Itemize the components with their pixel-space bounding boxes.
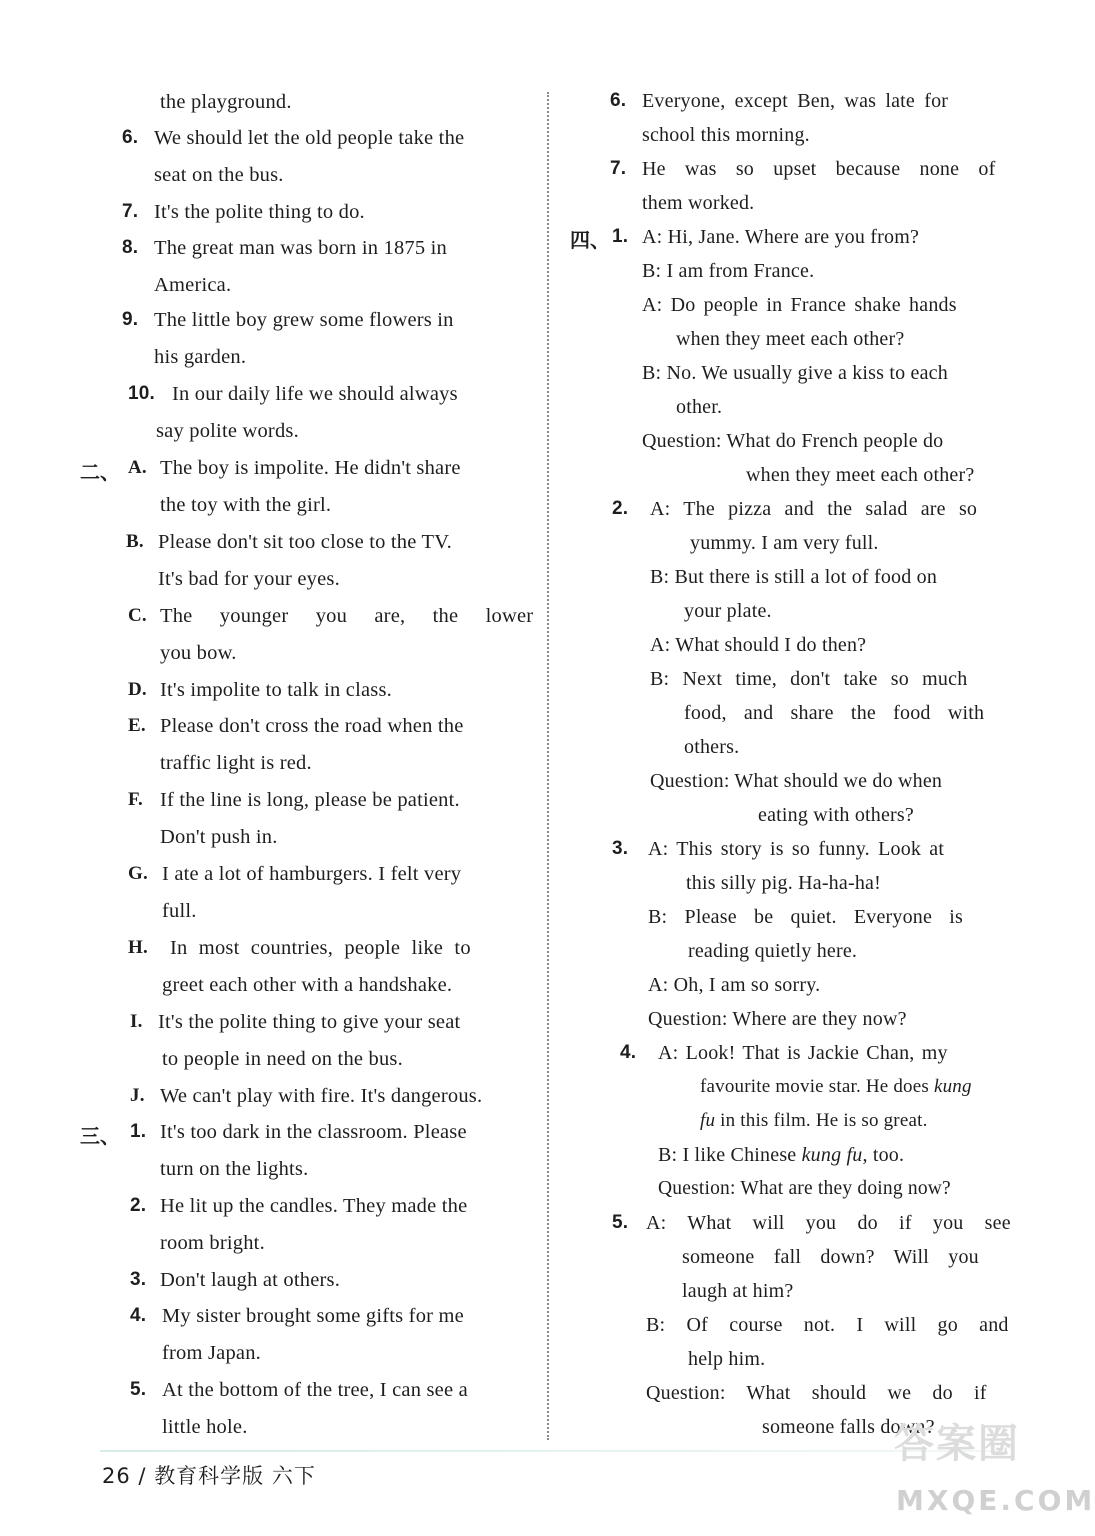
item-line: It's the polite thing to give your seat [158,1011,461,1033]
dialogue-italic: kung [933,1076,972,1097]
answer-item-E [128,708,464,782]
item-line: to people in need on the bus. [162,1047,403,1070]
item-number: 7. [610,158,627,179]
item-number: 10. [128,383,156,404]
item-line: Don't laugh at others. [160,1269,341,1291]
answer-item-9 [122,302,454,376]
item-line: In most countries, people like to [170,937,471,959]
dialogue-line: A: Do people in France shake hands [642,294,957,316]
dialogue-1 [612,220,975,492]
dialogue-5 [612,1206,1011,1444]
item-line: Please don't sit too close to the TV. [158,531,452,553]
watermark-url: MXQE.COM [896,1484,1095,1517]
dialogue-line: laugh at him? [682,1280,794,1302]
dialogue-4 [620,1036,972,1206]
dialogue-text: in this film. He is so great. [715,1110,928,1131]
item-line: little hole. [162,1415,248,1438]
answer-item-B [126,524,452,598]
dialogue-line: reading quietly here. [688,940,858,962]
footer-separator: / [138,1464,147,1488]
question-line: Question: What should we do when [650,770,943,792]
item-letter: A. [128,457,147,478]
dialogue-line [700,1070,972,1104]
item-line: traffic light is red. [160,751,312,774]
dialogue-line: this silly pig. Ha-ha-ha! [686,872,881,894]
item-line: turn on the lights. [160,1157,309,1180]
dialogue-number: 1. [612,226,629,247]
item-letter: C. [128,605,147,626]
dialogue-line [658,1138,972,1172]
dialogue-line [700,1104,972,1138]
dialogue-line: B: But there is still a lot of food on [650,566,938,588]
dialogue-line: other. [676,396,723,418]
dialogue-line: yummy. I am very full. [690,532,879,554]
item-line: It's the polite thing to do. [154,201,365,223]
dialogue-number: 2. [612,498,629,519]
item-line: At the bottom of the tree, I can see a [162,1379,468,1401]
dialogue-line: A: Oh, I am so sorry. [648,974,821,996]
dialogue-line: food, and share the food with [684,702,985,724]
question-line: eating with others? [758,804,914,826]
watermark-logo [890,1412,1095,1524]
dialogue-line: B: Please be quiet. Everyone is [648,906,964,928]
item-line: He was so upset because none of [642,158,996,180]
answer-item-s3-1 [130,1114,467,1188]
dialogue-line: B: No. We usually give a kiss to each [642,362,948,384]
answer-item-J [130,1078,483,1115]
dialogue-line: A: This story is so funny. Look at [648,838,945,860]
dialogue-line: B: Next time, don't take so much [650,668,968,690]
item-line: the toy with the girl. [160,493,332,516]
item-number: 8. [122,237,139,258]
item-line: It's bad for your eyes. [158,567,340,590]
item-line: say polite words. [156,419,299,442]
dialogue-line: B: I am from France. [642,260,815,282]
item-line: It's impolite to talk in class. [160,679,392,701]
item-letter: B. [126,531,144,552]
question-line: someone falls down? [762,1416,935,1438]
watermark-text: 答案圈 [894,1421,1020,1467]
dialogue-text: favourite movie star. He does [700,1076,934,1097]
dialogue-number: 3. [612,838,629,859]
dialogue-3 [612,832,964,1036]
dialogue-2 [612,492,985,832]
question-line: Question: Where are they now? [648,1008,907,1030]
item-line: The younger you are, the lower [160,605,534,627]
item-line: The great man was born in 1875 in [154,237,447,259]
dialogue-number: 5. [612,1212,629,1233]
item-line: Please don't cross the road when the [160,715,464,737]
answer-item-10 [128,376,458,450]
item-line: We can't play with fire. It's dangerous. [160,1085,483,1107]
item-line: them worked. [642,192,755,214]
item-number: 5. [130,1379,147,1400]
edition-label: 教育科学版 六下 [154,1464,316,1488]
item-letter: H. [128,937,148,958]
dialogue-line: someone fall down? Will you [682,1246,979,1268]
item-letter: D. [128,679,147,700]
question-line: Question: What do French people do [642,430,944,452]
answer-item-s3-4 [130,1298,464,1372]
item-line: The boy is impolite. He didn't share [160,457,461,479]
section-2-label: 二、 [80,460,120,484]
item-line: The little boy grew some flowers in [154,309,454,331]
item-number: 6. [122,127,139,148]
dialogue-line: when they meet each other? [676,328,905,350]
answer-item-8 [122,230,447,304]
item-line: America. [154,273,232,296]
item-number: 3. [130,1269,147,1290]
column-divider [547,92,549,1440]
question-line: Question: What should we do if [646,1382,987,1404]
item-line: It's too dark in the classroom. Please [160,1121,467,1143]
answer-item-I [130,1004,461,1078]
item-line: school this morning. [642,124,810,146]
item-line: Don't push in. [160,825,278,848]
item-line: you bow. [160,641,237,664]
dialogue-line: A: What should I do then? [650,634,867,656]
continued-line [160,84,292,121]
dialogue-line: others. [684,736,740,758]
item-letter: F. [128,789,144,810]
dialogue-line: A: The pizza and the salad are so [650,498,978,520]
answer-item-s3-7 [610,152,996,220]
dialogue-text: , too. [862,1144,905,1166]
question-line: Question: What are they doing now? [658,1178,951,1199]
question-line: when they meet each other? [746,464,975,486]
item-line: his garden. [154,345,247,368]
item-number: 7. [122,201,139,222]
section-4-label: 四、 [570,228,610,252]
dialogue-line: A: Look! That is Jackie Chan, my [658,1042,948,1064]
answer-item-G [128,856,462,930]
item-line: He lit up the candles. They made the [160,1195,468,1217]
page-footer [102,1460,316,1490]
item-line: In our daily life we should always [172,383,458,405]
dialogue-line: A: Hi, Jane. Where are you from? [642,226,920,248]
answer-item-6 [122,120,534,194]
item-letter: G. [128,863,148,884]
dialogue-text: B: I like Chinese [658,1144,802,1166]
answer-item-C [128,598,534,672]
item-number: 4. [130,1305,147,1326]
dialogue-line: A: What will you do if you see [646,1212,1011,1234]
item-line: I ate a lot of hamburgers. I felt very [162,863,462,885]
answer-item-s3-5 [130,1372,468,1446]
item-line: Everyone, except Ben, was late for [642,90,949,112]
footer-rule [100,1450,998,1452]
item-letter: E. [128,715,146,736]
item-line: seat on the bus. [154,163,284,186]
dialogue-italic: fu [700,1110,716,1131]
dialogue-number: 4. [620,1042,637,1063]
item-letter: J. [130,1085,145,1106]
item-line: We should let the old people take the [154,127,465,149]
answer-item-s3-2 [130,1188,468,1262]
answer-item-s3-3 [130,1262,341,1299]
item-line: greet each other with a handshake. [162,973,453,996]
continued-text: the playground. [160,91,292,113]
item-line: from Japan. [162,1341,261,1364]
item-line: full. [162,899,197,922]
item-line: If the line is long, please be patient. [160,789,460,811]
answer-item-A [128,450,461,524]
item-number: 2. [130,1195,147,1216]
answer-item-7 [122,194,365,231]
item-line: My sister brought some gifts for me [162,1305,464,1327]
dialogue-line: B: Of course not. I will go and [646,1314,1009,1336]
item-line: room bright. [160,1231,265,1254]
item-number: 1. [130,1121,147,1142]
answer-item-s3-6 [610,84,949,152]
item-number: 9. [122,309,139,330]
dialogue-italic: kung fu [801,1144,863,1166]
answer-item-F [128,782,460,856]
page-number: 26 [102,1464,131,1488]
dialogue-line: help him. [688,1348,766,1370]
section-3-label: 三、 [80,1124,120,1148]
item-letter: I. [130,1011,143,1032]
item-number: 6. [610,90,627,111]
answer-item-H [128,930,471,1004]
dialogue-line: your plate. [684,600,772,622]
answer-item-D [128,672,392,709]
